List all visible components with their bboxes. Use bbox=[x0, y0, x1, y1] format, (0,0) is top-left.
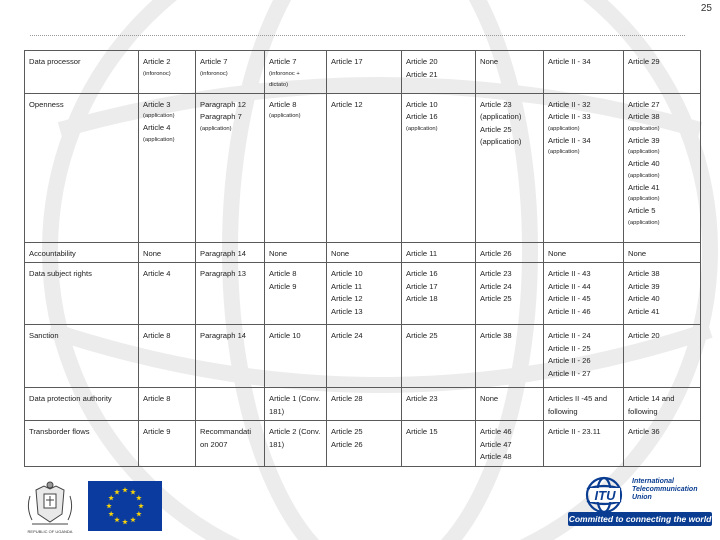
cell-text: Article 9 bbox=[143, 427, 171, 436]
cell-text: Article 14 and bbox=[628, 394, 675, 403]
table-cell bbox=[265, 421, 327, 467]
table-row-transborder-flows bbox=[25, 421, 701, 467]
table-cell bbox=[624, 263, 701, 325]
cell-text: Article II - 24 bbox=[548, 331, 591, 340]
cell-text: Article 20 bbox=[406, 57, 438, 66]
table-cell bbox=[544, 421, 624, 467]
table-row-data-protection-authority bbox=[25, 388, 701, 421]
eu-star-icon bbox=[138, 503, 144, 508]
cell-note: (application) bbox=[628, 196, 660, 202]
table-cell bbox=[327, 325, 402, 388]
cell-text: Article 10 bbox=[331, 269, 363, 278]
table-cell bbox=[196, 421, 265, 467]
cell-text: Data subject rights bbox=[29, 269, 92, 278]
cell-text: Article 18 bbox=[406, 294, 438, 303]
cell-note: (inforonoc + bbox=[269, 70, 300, 77]
cell-text: Article 7 bbox=[200, 57, 228, 66]
table-cell bbox=[327, 263, 402, 325]
header-divider bbox=[30, 35, 685, 36]
table-cell bbox=[327, 242, 402, 263]
table-cell bbox=[624, 421, 701, 467]
eu-star-icon bbox=[136, 495, 142, 500]
table-cell bbox=[265, 263, 327, 325]
cell-note: (inforonoc) bbox=[200, 70, 228, 77]
table-row-sanction bbox=[25, 325, 701, 388]
cell-text: Article II - 45 bbox=[548, 294, 591, 303]
table-cell bbox=[402, 421, 476, 467]
cell-text: Article II - 46 bbox=[548, 306, 591, 316]
itu-tagline: Committed to connecting the world bbox=[568, 514, 712, 524]
itu-name-line-1: International bbox=[632, 478, 675, 485]
cell-text: Openness bbox=[29, 99, 64, 109]
table-cell bbox=[476, 388, 544, 421]
cell-text: Article II - 44 bbox=[548, 281, 591, 291]
cell-text: Data protection authority bbox=[29, 394, 112, 403]
cell-text: Article 24 bbox=[331, 331, 363, 340]
cell-text: Article 16 bbox=[406, 269, 438, 278]
cell-text: Article 21 bbox=[406, 69, 438, 79]
table-cell bbox=[265, 51, 327, 94]
cell-text: Article 2 bbox=[143, 57, 171, 66]
table-cell bbox=[139, 242, 196, 263]
eu-star-icon bbox=[130, 489, 136, 494]
cell-text: Article 10 bbox=[269, 331, 301, 340]
cell-text: Article 38 bbox=[628, 269, 660, 278]
cell-text: Article 25 bbox=[480, 294, 512, 303]
itu-organization-name bbox=[632, 478, 697, 502]
cell-text: following bbox=[628, 406, 658, 416]
footer-logos bbox=[0, 475, 720, 540]
cell-text: Article II - 34 bbox=[548, 135, 591, 145]
table-cell bbox=[265, 242, 327, 263]
table-row-accountability bbox=[25, 242, 701, 263]
cell-text: Article 38 bbox=[480, 331, 512, 340]
cell-text: Article 27 bbox=[628, 99, 660, 109]
table-cell bbox=[265, 325, 327, 388]
table-cell bbox=[624, 325, 701, 388]
table-cell bbox=[624, 51, 701, 94]
cell-text: Article 1 (Conv. bbox=[269, 394, 321, 403]
cell-text: (application) bbox=[480, 112, 522, 121]
eu-star-icon bbox=[136, 511, 142, 516]
cell-text: Article 4 bbox=[143, 123, 171, 132]
cell-text: Article 40 bbox=[628, 159, 660, 168]
table-cell bbox=[196, 242, 265, 263]
itu-letters: ITU bbox=[594, 488, 616, 503]
cell-text: Article 2 (Conv. bbox=[269, 427, 321, 436]
cell-text: Article 15 bbox=[406, 427, 438, 436]
cell-text: Article II - 27 bbox=[548, 368, 591, 378]
eu-star-icon bbox=[122, 487, 128, 492]
cell-text: Article 39 bbox=[628, 135, 660, 145]
row-header-cell bbox=[25, 242, 139, 263]
eu-stars-circle bbox=[88, 481, 162, 531]
cell-text: (application) bbox=[480, 137, 522, 146]
eu-star-icon bbox=[108, 511, 114, 516]
table-cell bbox=[196, 263, 265, 325]
cell-note: (application) bbox=[628, 172, 660, 179]
table-cell bbox=[327, 388, 402, 421]
table-cell bbox=[139, 93, 196, 242]
table-cell bbox=[476, 263, 544, 325]
cell-text: Paragraph 14 bbox=[200, 331, 247, 340]
table-cell bbox=[476, 51, 544, 94]
table-cell bbox=[544, 263, 624, 325]
cell-text: Recommandati bbox=[200, 427, 252, 436]
row-header-cell bbox=[25, 325, 139, 388]
table-cell bbox=[327, 421, 402, 467]
table-cell bbox=[624, 242, 701, 263]
row-header-cell bbox=[25, 93, 139, 242]
cell-text: Articles II -45 and bbox=[548, 394, 608, 403]
cell-text: Article 10 bbox=[406, 99, 438, 109]
cell-text: Article 29 bbox=[628, 57, 660, 66]
cell-text: Paragraph 14 bbox=[200, 248, 247, 258]
cell-text: Article 8 bbox=[143, 331, 171, 340]
table-row-data-subject-rights bbox=[25, 263, 701, 325]
cell-text: Article 8 bbox=[269, 269, 297, 278]
cell-note: (application) bbox=[143, 136, 175, 143]
cell-note: (application) bbox=[548, 125, 580, 132]
table-cell bbox=[402, 242, 476, 263]
table-cell bbox=[265, 388, 327, 421]
cell-text: Article II - 34 bbox=[548, 57, 591, 66]
cell-text: following bbox=[548, 406, 578, 416]
table-cell bbox=[476, 242, 544, 263]
cell-text: Data processor bbox=[29, 57, 81, 66]
cell-text: Article 8 bbox=[143, 394, 171, 403]
table-cell bbox=[624, 388, 701, 421]
cell-text: Article II - 32 bbox=[548, 99, 591, 109]
table-cell bbox=[196, 388, 265, 421]
cell-text: Article II - 33 bbox=[548, 112, 591, 121]
table-cell bbox=[327, 93, 402, 242]
cell-text: Article 48 bbox=[480, 452, 512, 461]
cell-text: Article 25 bbox=[480, 124, 512, 134]
table-cell bbox=[544, 388, 624, 421]
cell-text: on 2007 bbox=[200, 439, 228, 449]
cell-text: Article 12 bbox=[331, 99, 363, 109]
cell-note: (application) bbox=[628, 219, 660, 226]
cell-text: 181) bbox=[269, 439, 285, 449]
itu-name-line-3: Union bbox=[632, 494, 652, 501]
cell-text: Article 38 bbox=[628, 112, 660, 121]
cell-note: dictato) bbox=[269, 81, 289, 88]
cell-text: Article 9 bbox=[269, 281, 297, 291]
cell-text: Paragraph 13 bbox=[200, 269, 247, 278]
cell-note: (application) bbox=[200, 125, 232, 132]
cell-text: Transborder flows bbox=[29, 427, 90, 436]
eu-star-icon bbox=[108, 495, 114, 500]
table-cell bbox=[624, 93, 701, 242]
cell-text: Article 26 bbox=[480, 248, 512, 258]
table-cell bbox=[476, 93, 544, 242]
eu-flag-icon bbox=[88, 481, 162, 531]
table-cell bbox=[196, 93, 265, 242]
row-header-cell bbox=[25, 421, 139, 467]
cell-text: Article 23 bbox=[480, 269, 512, 278]
cell-text: Article 26 bbox=[331, 439, 363, 449]
table-cell bbox=[265, 93, 327, 242]
eu-star-icon bbox=[114, 517, 120, 522]
cell-text: Article 40 bbox=[628, 294, 660, 303]
cell-text: Article II - 43 bbox=[548, 269, 591, 278]
cell-text: None bbox=[480, 57, 499, 66]
cell-text: Article 46 bbox=[480, 427, 512, 436]
eu-star-icon bbox=[122, 519, 128, 524]
cell-text: Article 16 bbox=[406, 112, 438, 121]
cell-text: Paragraph 7 bbox=[200, 112, 242, 121]
cell-note: (application) bbox=[628, 125, 660, 132]
table-cell bbox=[139, 51, 196, 94]
table-cell bbox=[196, 51, 265, 94]
cell-text: Article II - 25 bbox=[548, 343, 591, 353]
table-row-openness bbox=[25, 93, 701, 242]
cell-text: Article 41 bbox=[628, 182, 660, 192]
table-cell bbox=[139, 263, 196, 325]
cell-text: Article 28 bbox=[331, 394, 363, 403]
uganda-coat-of-arms-icon bbox=[22, 480, 78, 536]
table-cell bbox=[544, 93, 624, 242]
cell-text: None bbox=[143, 248, 162, 258]
cell-text: Article 47 bbox=[480, 439, 512, 449]
cell-text: Article 39 bbox=[628, 281, 660, 291]
cell-text: None bbox=[480, 394, 499, 403]
eu-star-icon bbox=[130, 517, 136, 522]
comparison-table bbox=[24, 50, 701, 467]
cell-text: Article 11 bbox=[331, 281, 363, 291]
table-cell bbox=[476, 325, 544, 388]
cell-note: (application) bbox=[269, 113, 301, 119]
table-cell bbox=[402, 51, 476, 94]
row-header-cell bbox=[25, 388, 139, 421]
cell-text: Accountability bbox=[29, 248, 76, 258]
table-cell bbox=[544, 51, 624, 94]
cell-text: 181) bbox=[269, 406, 285, 416]
table-cell bbox=[402, 93, 476, 242]
cell-text: Article 17 bbox=[331, 57, 363, 66]
cell-note: (application) bbox=[548, 149, 580, 155]
cell-text: Article 23 bbox=[406, 394, 438, 403]
cell-text: None bbox=[331, 248, 350, 258]
page-number: 25 bbox=[700, 3, 712, 14]
cell-text: Article 41 bbox=[628, 306, 660, 316]
cell-text: Article 25 bbox=[406, 331, 438, 340]
table-cell bbox=[139, 388, 196, 421]
cell-note: (inforonoc) bbox=[143, 70, 171, 77]
cell-text: Article II - 26 bbox=[548, 356, 591, 365]
table-cell bbox=[196, 325, 265, 388]
cell-text: Article 12 bbox=[331, 294, 363, 303]
cell-note: (application) bbox=[406, 125, 438, 132]
eu-star-icon bbox=[106, 503, 112, 508]
cell-text: Article 17 bbox=[406, 281, 438, 291]
table-cell bbox=[476, 421, 544, 467]
cell-text: Article 36 bbox=[628, 427, 660, 436]
cell-text: Paragraph 12 bbox=[200, 99, 247, 109]
eu-star-icon bbox=[114, 489, 120, 494]
cell-text: Article 5 bbox=[628, 206, 656, 215]
table-cell bbox=[544, 242, 624, 263]
cell-text: Article 4 bbox=[143, 269, 171, 278]
cell-text: Sanction bbox=[29, 331, 59, 340]
itu-name-line-2: Telecommunication bbox=[632, 486, 698, 493]
table-cell bbox=[139, 325, 196, 388]
cell-text: None bbox=[269, 248, 288, 258]
table-cell bbox=[327, 51, 402, 94]
table-row-data-processor bbox=[25, 51, 701, 94]
cell-text: Article 25 bbox=[331, 427, 363, 436]
cell-note: (application) bbox=[628, 149, 660, 155]
table-cell bbox=[402, 263, 476, 325]
cell-text: Article 13 bbox=[331, 306, 363, 316]
table-cell bbox=[402, 325, 476, 388]
cell-text: Article II - 23.11 bbox=[548, 427, 601, 436]
cell-text: Article 8 bbox=[269, 99, 297, 109]
cell-text: Article 11 bbox=[406, 248, 438, 258]
table-cell bbox=[544, 325, 624, 388]
row-header-cell bbox=[25, 51, 139, 94]
cell-text: Article 7 bbox=[269, 57, 297, 66]
cell-text: Article 23 bbox=[480, 99, 512, 109]
cell-text: None bbox=[628, 248, 647, 258]
crest-caption: REPUBLIC OF UGANDA bbox=[27, 529, 73, 534]
cell-text: Article 24 bbox=[480, 281, 512, 291]
cell-text: None bbox=[548, 248, 567, 258]
table-cell bbox=[139, 421, 196, 467]
cell-text: Article 20 bbox=[628, 331, 660, 340]
table-cell bbox=[402, 388, 476, 421]
cell-text: Article 3 bbox=[143, 99, 171, 109]
row-header-cell bbox=[25, 263, 139, 325]
cell-note: (application) bbox=[143, 113, 175, 119]
